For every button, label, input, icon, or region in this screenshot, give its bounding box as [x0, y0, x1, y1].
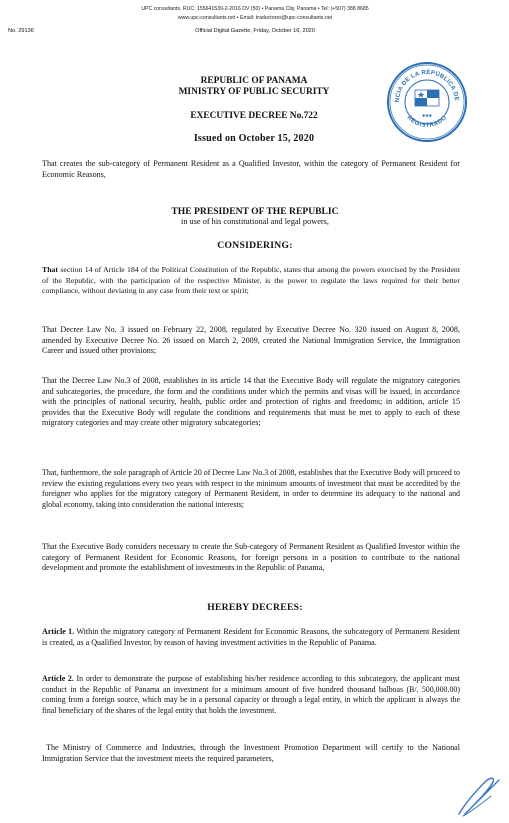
gazette-number: No. 29136: [8, 28, 34, 34]
article-1-text: Within the migratory category of Permanent Resident for Economic Reasons, the subcategory of Permanent Resident is created, as a Qualified Investor, by reason of having investment activities in the Republic of Panama.: [42, 627, 460, 647]
article-1-lead: Article 1.: [42, 627, 75, 636]
translator-header-line1: UPC consultants, RUC: 155641539-2-2016 DV (50) • Panama City, Panama • Tel: (+507) 388 8685: [141, 6, 369, 12]
considering-p1-text: section 14 of Article 184 of the Political Constitution of the Republic, states that among the powers exercised by the President of the Republic, with the participation of the respective Minister, is the power to regulate the laws required for their better compliance, without deviating in any case from their text or spirit;: [42, 265, 460, 295]
decree-summary: That creates the sub-category of Permanent Resident as a Qualified Investor, within the category of Permanent Resident for Economic Reasons,: [42, 159, 460, 179]
seal-text-bottom: REGISTRADO: [405, 114, 449, 129]
gazette-date: Official Digital Gazette, Friday, October 16, 2020: [195, 28, 315, 34]
svg-text:✱✱✱: ✱✱✱: [421, 113, 433, 118]
president-heading: THE PRESIDENT OF THE REPUBLIC: [171, 206, 339, 217]
signature-icon: [455, 774, 503, 818]
translator-header-line2: www.upc-consultants.net • Email: traductores@upc-consultants.net: [177, 15, 333, 21]
seal-text-top: NCIA DE LA REPÚBLICA DE: [394, 69, 460, 103]
ministry-title: MINISTRY OF PUBLIC SECURITY: [178, 87, 330, 97]
article-2-continuation: The Ministry of Commerce and Industries, through the Investment Promotion Department will certify to the National Immigration Service that the investment meets the required parameters,: [42, 743, 460, 763]
considering-paragraph-5: That the Executive Body considers necessary to create the Sub-category of Permanent Resident as Qualified Investor within the category of Permanent Resident for Economic Reasons, for foreign persons in a position to contribute to the national development and promote the establishment of investments in the Republic of Panama,: [42, 542, 460, 572]
considering-heading: CONSIDERING:: [217, 240, 293, 251]
considering-p1-lead: That: [42, 265, 59, 274]
considering-paragraph-1: [42, 265, 460, 297]
decree-title: EXECUTIVE DECREE No.722: [190, 111, 318, 121]
president-subheading: in use of his constitutional and legal powers,: [181, 217, 329, 226]
article-2-text: In order to demonstrate the purpose of establishing his/her residence according to this subcategory, the applicant must conduct in the Republic of Panama an investment for a minimum amount of five hundred thousand balboas (B/. 500,000.00) coming from a foreign source, which may be in a personal capacity or through a legal entity, in which the applicant is always the final beneficiary of the shares of the legal entity that holds the investment.: [42, 674, 461, 715]
considering-paragraph-2: That Decree Law No. 3 issued on February 22, 2008, regulated by Executive Decree No. 320 issued on August 8, 2008, amended by Executive Decree No. 26 issued on March 2, 2009, created the National Immigration Service, the Immigration Career and issued other provisions;: [42, 325, 460, 355]
country-title: REPUBLIC OF PANAMA: [200, 76, 308, 86]
article-1: [42, 627, 460, 648]
considering-paragraph-3: That the Decree Law No.3 of 2008, establishes in its article 14 that the Executive Body will regulate the migratory categories and subcategories, the procedure, the form and the conditions under which the permits and visas will be issued, in accordance with the principles of national security, health, public order and protection of rights and freedoms; in addition, article 15 provides that the Executive Body will regulate the conditions and requirements that must be met to apply to each of these migratory categories and may create other migratory subcategories;: [42, 376, 460, 427]
considering-paragraph-4: That, furthermore, the sole paragraph of Article 20 of Decree Law No.3 of 2008, establishes that the Executive Body will proceed to review the existing regulations every two years with respect to the minimum amounts of investment that must be accredited by the foreigner who applies for the migratory category of Permanent Resident, in order to determine its adequacy to the national and global economy, taking into consideration the national interests;: [42, 468, 460, 509]
article-2-lead: Article 2.: [42, 674, 74, 683]
issue-date: Issued on October 15, 2020: [193, 133, 315, 144]
article-2: [42, 674, 460, 716]
presidency-seal-icon: [386, 61, 468, 143]
decrees-heading: HEREBY DECREES:: [207, 602, 303, 613]
